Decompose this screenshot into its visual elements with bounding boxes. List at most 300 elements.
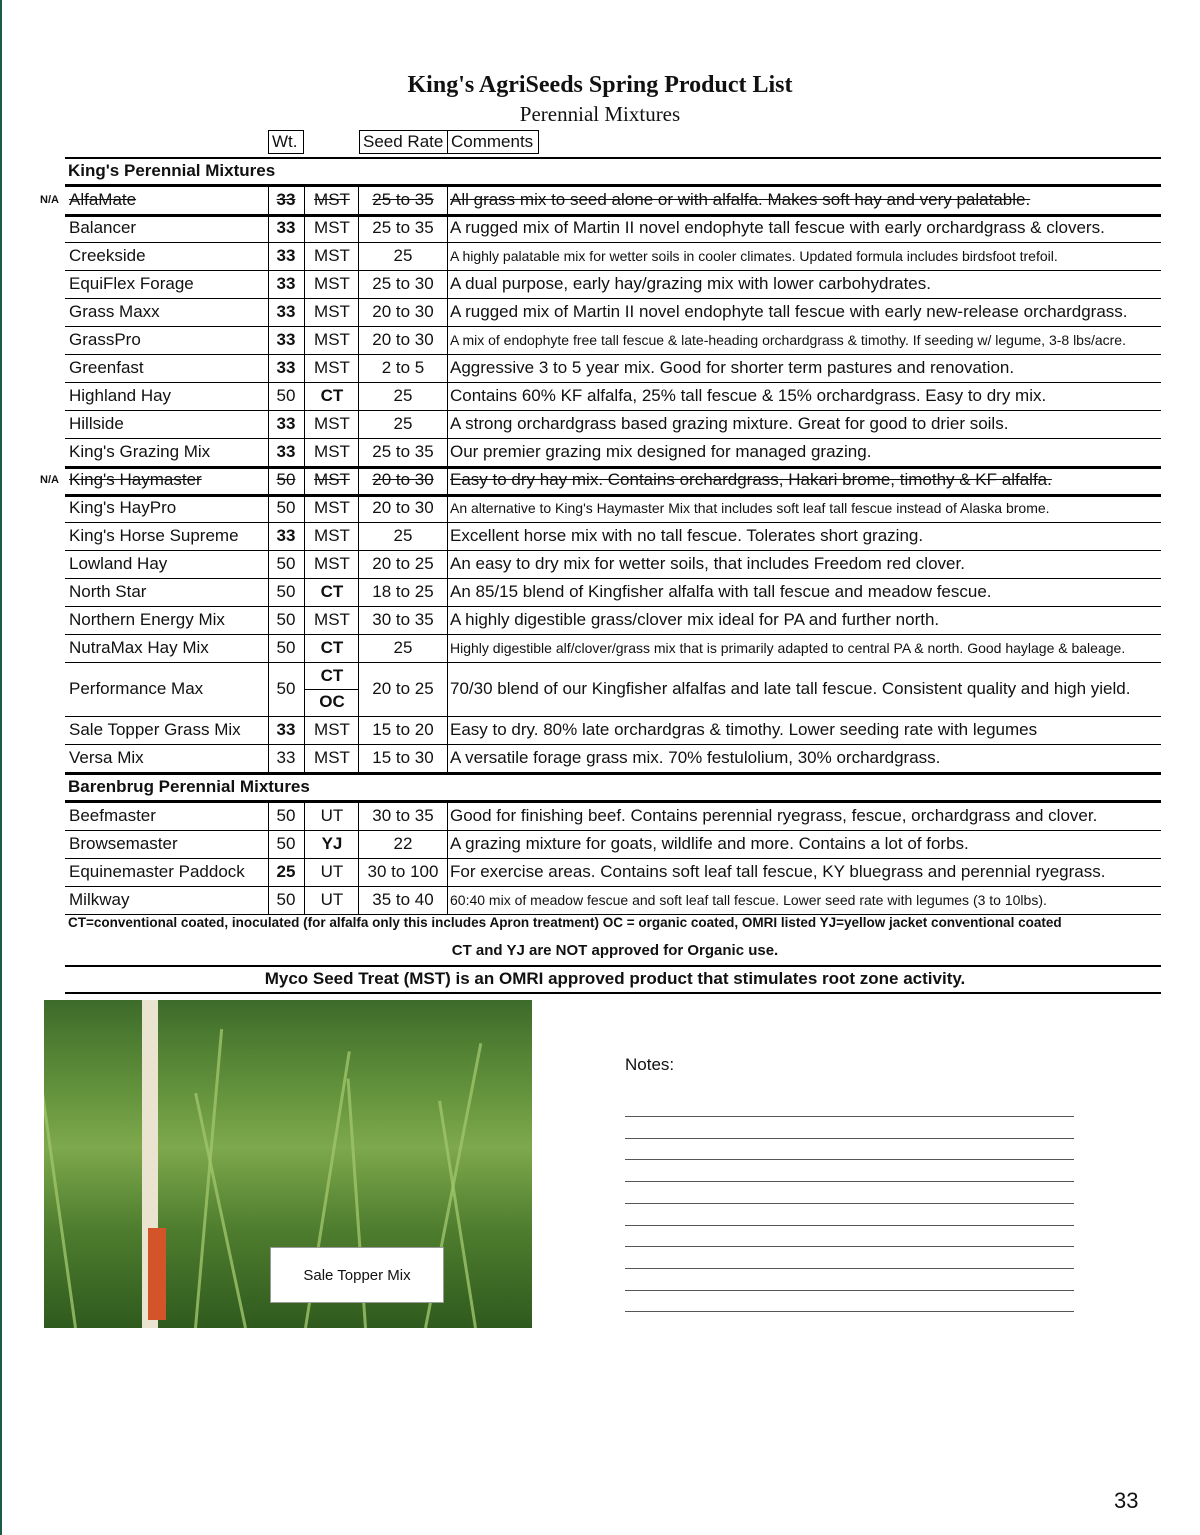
product-name-text: Northern Energy Mix [69,610,225,629]
seed-treatment [305,744,359,772]
column-divider [358,550,359,578]
seed-rate [359,382,447,410]
column-divider [268,298,269,326]
treatment-code: MST [314,330,350,349]
column-divider [447,186,448,214]
column-divider [304,410,305,438]
weight-text: 50 [276,582,296,601]
column-divider [268,466,269,494]
product-name [69,410,124,438]
seed-rate-text: 30 to 100 [367,862,439,881]
treatment-code: MST [314,526,350,545]
column-divider [447,550,448,578]
product-name-text: King's HayPro [69,498,177,517]
weight-text: 50 [276,554,296,573]
column-divider [447,858,448,886]
treatment-code: MST [314,274,350,293]
table-row [0,466,1200,494]
comment-text: Excellent horse mix with no tall fescue. Tolerates short grazing. [450,526,924,545]
treatment-code: MST [314,302,350,321]
product-comment [450,662,1130,716]
product-comment [450,606,939,634]
product-comment [450,214,1105,242]
product-comment [450,466,1052,494]
product-weight [268,270,304,298]
column-divider [268,830,269,858]
column-divider [268,270,269,298]
seed-rate-text: 25 to 35 [372,190,434,209]
product-comment [450,270,931,298]
column-divider [304,858,305,886]
product-name-text: Balancer [69,218,137,237]
product-comment [450,242,1058,270]
column-divider [304,270,305,298]
table-row [0,354,1200,382]
seed-rate [359,858,447,886]
product-name-text: King's Grazing Mix [69,442,211,461]
weight-text: 33 [276,414,296,433]
seed-rate [359,886,447,914]
seed-treatment [305,354,359,382]
seed-rate [359,802,447,830]
product-comment [450,438,871,466]
table-row [0,214,1200,242]
comment-text: Easy to dry hay mix. Contains orchardgrass, Hakari brome, timothy & KF alfalfa. [450,470,1052,489]
grass-blade [194,1029,223,1328]
product-name-text: Performance Max [69,679,204,698]
product-name [69,886,129,914]
seed-treatment [305,214,359,242]
column-divider [447,438,448,466]
product-name-text: GrassPro [69,330,141,349]
seed-rate [359,214,447,242]
section-title: Barenbrug Perennial Mixtures [68,777,310,796]
product-comment [450,578,992,606]
seed-treatment [305,298,359,326]
column-divider [304,606,305,634]
product-weight [268,634,304,662]
seed-rate [359,744,447,772]
column-divider [268,886,269,914]
product-weight [268,438,304,466]
grass-blade [194,1093,247,1328]
column-divider [304,802,305,830]
seed-rate [359,716,447,744]
treatment-code: CT [320,386,344,405]
seed-treatment [305,438,359,466]
seed-treatment [305,716,359,744]
seed-treatment [305,830,359,858]
weight-text: 50 [276,834,296,853]
column-divider [268,494,269,522]
seed-rate-text: 25 [393,638,413,657]
column-divider [304,466,305,494]
column-divider [447,634,448,662]
product-comment [450,326,1126,354]
column-divider [304,744,305,772]
table-row [0,326,1200,354]
product-comment [450,298,1128,326]
table-row [0,744,1200,772]
table-row [0,186,1200,214]
seed-rate-text: 2 to 5 [381,358,425,377]
product-comment [450,522,923,550]
seed-rate-text: 15 to 20 [372,720,434,739]
divider [65,992,1161,994]
treatment-code: MST [314,358,350,377]
column-divider [447,354,448,382]
comment-text: Contains 60% KF alfalfa, 25% tall fescue & 15% orchardgrass. Easy to dry mix. [450,386,1047,405]
column-divider [268,550,269,578]
organic-note: CT and YJ are NOT approved for Organic use. [451,942,779,959]
seed-rate [359,186,447,214]
comment-text: For exercise areas. Contains soft leaf tall fescue, KY bluegrass and perennial ryegrass. [450,862,1106,881]
seed-treatment [305,186,359,214]
notes-label: Notes: [625,1055,675,1074]
column-divider [358,438,359,466]
seed-rate [359,326,447,354]
product-name [69,522,239,550]
treatment-code: YJ [321,834,343,853]
column-divider [447,270,448,298]
comment-text: A strong orchardgrass based grazing mixture. Great for good to drier soils. [450,414,1009,433]
column-divider [447,298,448,326]
product-name-text: Versa Mix [69,748,144,767]
product-name-text: Lowland Hay [69,554,168,573]
product-name-text: EquiFlex Forage [69,274,194,293]
product-name-text: North Star [69,582,147,601]
section-title: King's Perennial Mixtures [68,161,276,180]
column-divider [358,634,359,662]
column-divider [358,716,359,744]
product-weight [268,744,304,772]
seed-rate [359,354,447,382]
column-divider [268,242,269,270]
product-name [69,298,160,326]
seed-rate [359,830,447,858]
seed-rate-text: 22 [393,834,413,853]
treatment-code: MST [314,748,350,767]
column-divider [268,578,269,606]
seed-treatment [305,410,359,438]
note-line [625,1138,1074,1139]
column-divider [358,744,359,772]
product-comment [450,410,1008,438]
seed-rate-text: 25 [393,386,413,405]
product-name-text: Grass Maxx [69,302,160,321]
column-divider [304,886,305,914]
product-name [69,494,176,522]
column-divider [447,578,448,606]
product-weight [268,466,304,494]
column-divider [447,802,448,830]
product-comment [450,382,1046,410]
column-divider [268,410,269,438]
product-name-text: Sale Topper Grass Mix [69,720,241,739]
weight-text: 33 [276,274,296,293]
note-line [625,1159,1074,1160]
column-divider [304,830,305,858]
note-line [625,1290,1074,1291]
seed-treatment [305,606,359,634]
seed-rate-text: 25 [393,246,413,265]
table-row [0,438,1200,466]
na-marker: N/A [40,474,59,486]
seed-rate [359,270,447,298]
treatment-code: CT [320,638,344,657]
column-divider [268,634,269,662]
product-comment [450,716,1037,744]
column-divider [447,410,448,438]
column-divider [447,326,448,354]
column-divider [304,326,305,354]
column-divider [304,634,305,662]
column-divider [358,186,359,214]
column-divider [268,858,269,886]
product-name [69,214,136,242]
treatment-code: UT [320,890,344,909]
column-divider [304,214,305,242]
column-divider [447,214,448,242]
table-row [0,410,1200,438]
product-weight [268,494,304,522]
note-line [625,1203,1074,1204]
treatment-code: UT [320,862,344,881]
table-row [0,242,1200,270]
product-name [69,186,136,214]
orange-tag [148,1228,166,1320]
product-name-text: Beefmaster [69,806,156,825]
column-divider [358,298,359,326]
treatment-code: MST [314,246,350,265]
seed-rate-text: 25 [393,414,413,433]
treatment-code: MST [314,442,350,461]
product-weight [268,298,304,326]
seed-rate-text: 20 to 30 [372,330,434,349]
product-comment [450,886,1047,914]
comment-text: Good for finishing beef. Contains perennial ryegrass, fescue, orchardgrass and clover. [450,806,1098,825]
table-row [0,298,1200,326]
header-comments: Comments [447,130,539,154]
product-comment [450,354,1014,382]
column-divider [304,298,305,326]
header-weight: Wt. [268,130,304,154]
weight-text: 33 [276,442,296,461]
note-line [625,1311,1074,1312]
product-weight [268,186,304,214]
grass-blade [44,1070,77,1328]
column-divider [304,550,305,578]
product-weight [268,382,304,410]
column-divider [268,522,269,550]
column-divider [447,466,448,494]
comment-text: A highly palatable mix for wetter soils in cooler climates. Updated formula includes birdsfoot trefoil. [450,248,1058,264]
seed-rate [359,466,447,494]
weight-text: 50 [276,498,296,517]
weight-text: 50 [276,679,296,698]
product-weight [268,522,304,550]
table-row [0,578,1200,606]
column-divider [447,242,448,270]
product-weight [268,410,304,438]
comment-text: An easy to dry mix for wetter soils, that includes Freedom red clover. [450,554,965,573]
divider [65,773,1161,775]
table-row [0,830,1200,858]
product-name [69,578,146,606]
product-name-text: Equinemaster Paddock [69,862,245,881]
treatment-code: MST [314,190,350,209]
product-name-text: Greenfast [69,358,144,377]
table-row [0,494,1200,522]
comment-text: An 85/15 blend of Kingfisher alfalfa with tall fescue and meadow fescue. [450,582,992,601]
column-divider [268,744,269,772]
seed-rate-text: 25 to 35 [372,442,434,461]
note-line [625,1268,1074,1269]
product-name [69,354,144,382]
column-divider [304,382,305,410]
treatment-code: UT [320,806,344,825]
product-comment [450,744,940,772]
page-title: King's AgriSeeds Spring Product List [407,72,793,98]
treatment-split [305,689,358,690]
seed-rate-text: 25 to 35 [372,218,434,237]
product-name-text: Milkway [69,890,130,909]
product-comment [450,186,1030,214]
product-comment [450,802,1097,830]
product-weight [268,716,304,744]
seed-treatment [305,326,359,354]
treatment-code: MST [314,554,350,573]
seed-treatment [305,466,359,494]
column-divider [447,830,448,858]
photo-caption: Sale Topper Mix [270,1247,444,1303]
seed-rate-text: 30 to 35 [372,806,434,825]
note-line [625,1225,1074,1226]
seed-rate [359,298,447,326]
seed-treatment [305,858,359,886]
note-line [625,1181,1074,1182]
column-divider [268,382,269,410]
seed-rate [359,634,447,662]
weight-text: 33 [276,330,296,349]
comment-text: A versatile forage grass mix. 70% festulolium, 30% orchardgrass. [450,748,941,767]
seed-treatment [305,494,359,522]
product-comment [450,858,1105,886]
column-divider [304,186,305,214]
product-name-text: Creekside [69,246,146,265]
product-name-text: NutraMax Hay Mix [69,638,209,657]
product-name [69,466,202,494]
comment-text: A highly digestible grass/clover mix ideal for PA and further north. [450,610,940,629]
table-row [0,270,1200,298]
column-divider [304,438,305,466]
treatment-code: MST [314,720,350,739]
comment-text: Aggressive 3 to 5 year mix. Good for shorter term pastures and renovation. [450,358,1015,377]
seed-rate-text: 15 to 30 [372,748,434,767]
weight-text: 50 [276,470,296,489]
column-divider [358,886,359,914]
seed-rate-text: 20 to 25 [372,679,434,698]
weight-text: 33 [276,218,296,237]
page-subtitle: Perennial Mixtures [519,102,681,126]
product-name [69,802,156,830]
seed-rate [359,410,447,438]
column-divider [268,354,269,382]
column-divider [358,382,359,410]
seed-treatment [305,242,359,270]
product-comment [450,634,1125,662]
page-number: 33 [1114,1488,1139,1513]
myco-note: Myco Seed Treat (MST) is an OMRI approved product that stimulates root zone activity. [264,969,966,988]
column-divider [358,522,359,550]
weight-text: 33 [276,358,296,377]
column-divider [358,802,359,830]
weight-text: 50 [276,386,296,405]
product-weight [268,354,304,382]
seed-treatment [305,634,359,662]
column-divider [268,606,269,634]
table-row [0,716,1200,744]
table-row [0,550,1200,578]
column-divider [358,326,359,354]
product-weight [268,802,304,830]
seed-rate-text: 30 to 35 [372,610,434,629]
product-weight [268,830,304,858]
column-divider [447,716,448,744]
product-weight [268,326,304,354]
product-weight [268,606,304,634]
product-name [69,438,210,466]
table-row [0,606,1200,634]
product-weight [268,578,304,606]
column-divider [304,354,305,382]
weight-text: 33 [276,526,296,545]
seed-treatment [305,382,359,410]
table-row [0,634,1200,662]
divider [65,965,1161,967]
column-divider [268,662,269,716]
column-divider [447,382,448,410]
treatment-code: CT [320,666,344,685]
table-row [0,886,1200,914]
column-divider [447,606,448,634]
table-row [0,382,1200,410]
column-divider [447,744,448,772]
product-name [69,326,141,354]
column-divider [358,466,359,494]
weight-text: 50 [276,890,296,909]
product-weight [268,214,304,242]
treatment-code: MST [314,498,350,517]
column-divider [304,494,305,522]
seed-rate [359,522,447,550]
product-comment [450,494,1050,522]
weight-text: 50 [276,806,296,825]
seed-treatment [305,802,359,830]
column-divider [268,716,269,744]
seed-rate [359,550,447,578]
comment-text: Easy to dry. 80% late orchardgras & timothy. Lower seeding rate with legumes [450,720,1038,739]
column-divider [358,578,359,606]
seed-rate-text: 20 to 30 [372,498,434,517]
column-divider [447,494,448,522]
seed-rate-text: 20 to 30 [372,470,434,489]
seed-treatment [305,270,359,298]
column-divider [358,214,359,242]
comment-text: A grazing mixture for goats, wildlife and more. Contains a lot of forbs. [450,834,969,853]
product-name-text: Hillside [69,414,124,433]
product-weight [268,242,304,270]
